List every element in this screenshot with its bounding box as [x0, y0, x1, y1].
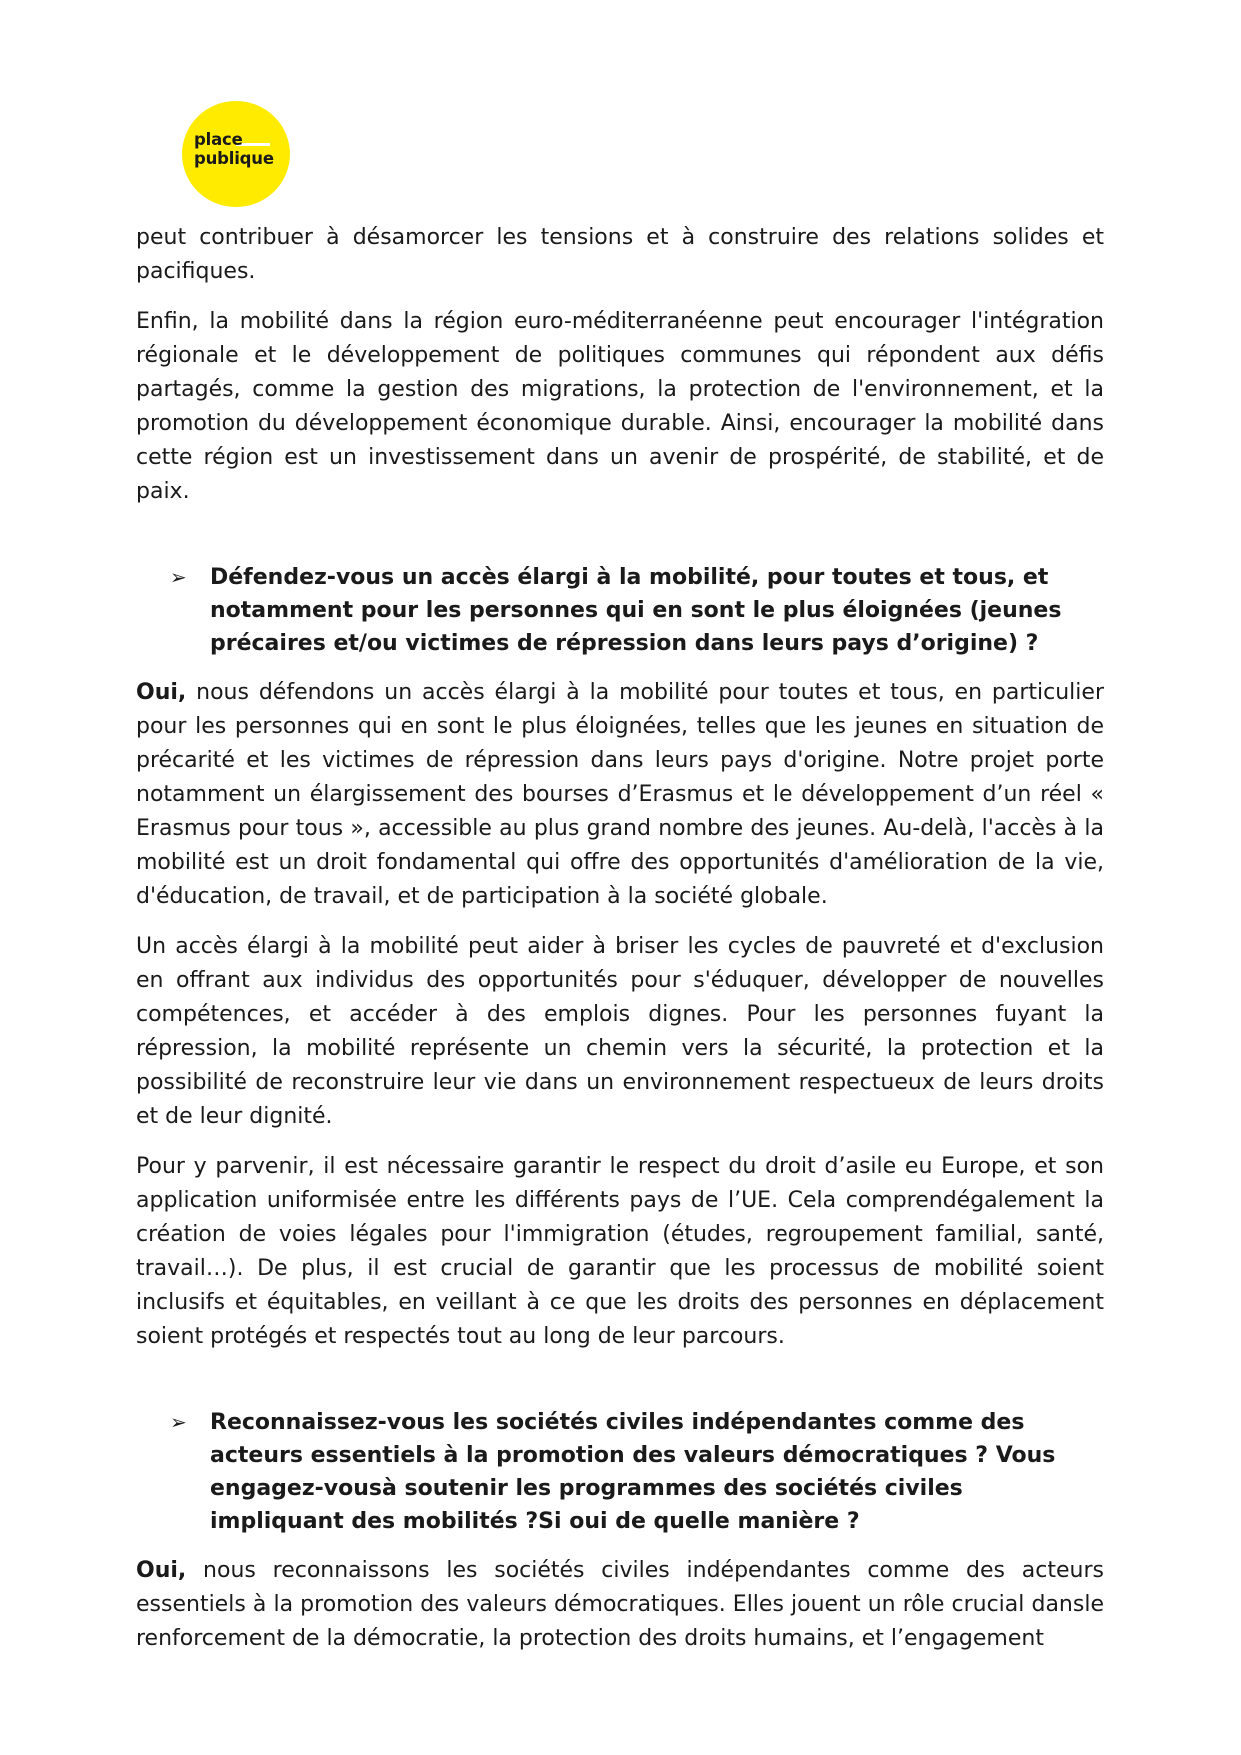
paragraph-intro-end: peut contribuer à désamorcer les tensions et à construire des relations solides et pacifiques.	[136, 225, 1104, 284]
answer-1	[136, 676, 1104, 914]
arrow-bullet-icon: ➢	[170, 565, 187, 589]
answer-1-lead: Oui,	[136, 680, 187, 705]
paragraph-poverty-cycles: Un accès élargi à la mobilité peut aider à briser les cycles de pauvreté et d'exclusion en offrant aux individus des opportunités pour s'éduquer, développer de nouvelles compétences, et accéder à des emplois dignes. Pour les personnes fuyant la répression, la mobilité représente un chemin vers la sécurité, la protection et la possibilité de reconstruire leur vie dans un environnement respectueux de leurs droits et de leur dignité.	[136, 934, 1104, 1129]
document-body	[136, 221, 1104, 1656]
arrow-bullet-icon: ➢	[170, 1410, 187, 1434]
logo-text	[194, 130, 274, 168]
question-2-text: Reconnaissez-vous les sociétés civiles indépendantes comme des acteurs essentiels à la promotion des valeurs démocratiques ? Vous engagez-vousà soutenir les programmes des sociétés civiles impliquant des mobilités ?Si oui de quelle manière ?	[210, 1410, 1056, 1534]
question-2	[170, 1406, 1104, 1538]
logo-line-1: place	[194, 130, 243, 149]
paragraph-asylum-rights: Pour y parvenir, il est nécessaire garantir le respect du droit d’asile eu Europe, et son application uniformisée entre les différents pays de l’UE. Cela comprendégalement la création de voies légales pour l'immigration (études, regroupement familial, santé, travail…). De plus, il est crucial de garantir que les processus de mobilité soient inclusifs et équitables, en veillant à ce que les droits des personnes en déplacement soient protégés et respectés tout au long de leur parcours.	[136, 1154, 1104, 1349]
logo-line-2: publique	[194, 149, 274, 168]
answer-2	[136, 1554, 1104, 1656]
answer-2-text: nous reconnaissons les sociétés civiles indépendantes comme des acteurs essentiels à la promotion des valeurs démocratiques. Elles jouent un rôle crucial dansle renforcement de la démocratie, la protection des droits humains, et l’engagement	[136, 1558, 1104, 1651]
answer-2-lead: Oui,	[136, 1558, 187, 1583]
paragraph-mobility-integration: Enfin, la mobilité dans la région euro-méditerranéenne peut encourager l'intégration régionale et le développement de politiques communes qui répondent aux défis partagés, comme la gestion des migrations, la protection de l'environnement, et la promotion du développement économique durable. Ainsi, encourager la mobilité dans cette région est un investissement dans un avenir de prospérité, de stabilité, et de paix.	[136, 309, 1104, 504]
question-1	[170, 561, 1104, 660]
answer-1-text: nous défendons un accès élargi à la mobilité pour toutes et tous, en particulier pour les personnes qui en sont le plus éloignées, telles que les jeunes en situation de précarité et les victimes de répression dans leurs pays d'origine. Notre projet porte notamment un élargissement des bourses d’Erasmus et le développement d’un réel « Erasmus pour tous », accessible au plus grand nombre des jeunes. Au-delà, l'accès à la mobilité est un droit fondamental qui offre des opportunités d'amélioration de la vie, d'éducation, de travail, et de participation à la société globale.	[136, 680, 1104, 909]
place-publique-logo	[182, 101, 290, 207]
question-1-text: Défendez-vous un accès élargi à la mobilité, pour toutes et tous, et notamment pour les personnes qui en sont le plus éloignées (jeunes précaires et/ou victimes de répression dans leurs pays d’origine) ?	[210, 565, 1062, 656]
